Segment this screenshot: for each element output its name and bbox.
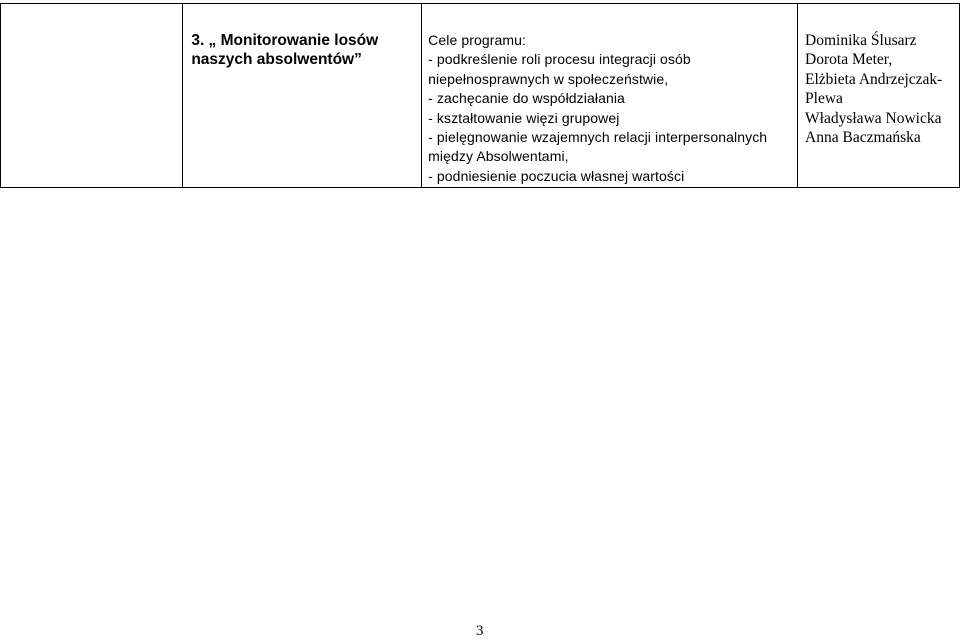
goal-line: - pielęgnowanie wzajemnych relacji interpersonalnych [428, 129, 768, 146]
person-line: Anna Baczmańska [805, 129, 921, 147]
program-title [183, 4, 421, 69]
program-title-cell [183, 4, 422, 188]
program-goals [422, 4, 797, 186]
table-row [1, 4, 960, 188]
responsible-people-cell [798, 4, 960, 188]
goals-heading: Cele programu: [428, 32, 527, 48]
person-line: Dorota Meter, [805, 51, 893, 69]
program-table [0, 3, 960, 188]
page-number: 3 [476, 623, 484, 639]
person-line: Dominika Ślusarz [805, 32, 917, 49]
goal-line: - zachęcanie do współdziałania [428, 90, 625, 107]
person-line: Elżbieta Andrzejczak- [805, 70, 943, 88]
person-line: Władysława Nowicka [805, 109, 942, 127]
goal-line: - podniesienie poczucia własnej wartości [428, 167, 685, 184]
goal-line: - podkreślenie roli procesu integracji osób [428, 51, 691, 68]
person-line: Plewa [805, 90, 843, 108]
program-title-line: naszych absolwentów” [191, 51, 362, 68]
goal-line: niepełnosprawnych w społeczeństwie, [428, 70, 669, 87]
goal-line: - kształtowanie więzi grupowej [428, 109, 620, 126]
goal-line: między Absolwentami, [428, 148, 569, 165]
empty-cell [1, 4, 183, 188]
program-goals-cell [422, 4, 798, 188]
program-title-line: 3. „ Monitorowanie losów [191, 32, 379, 49]
responsible-people [798, 4, 959, 147]
